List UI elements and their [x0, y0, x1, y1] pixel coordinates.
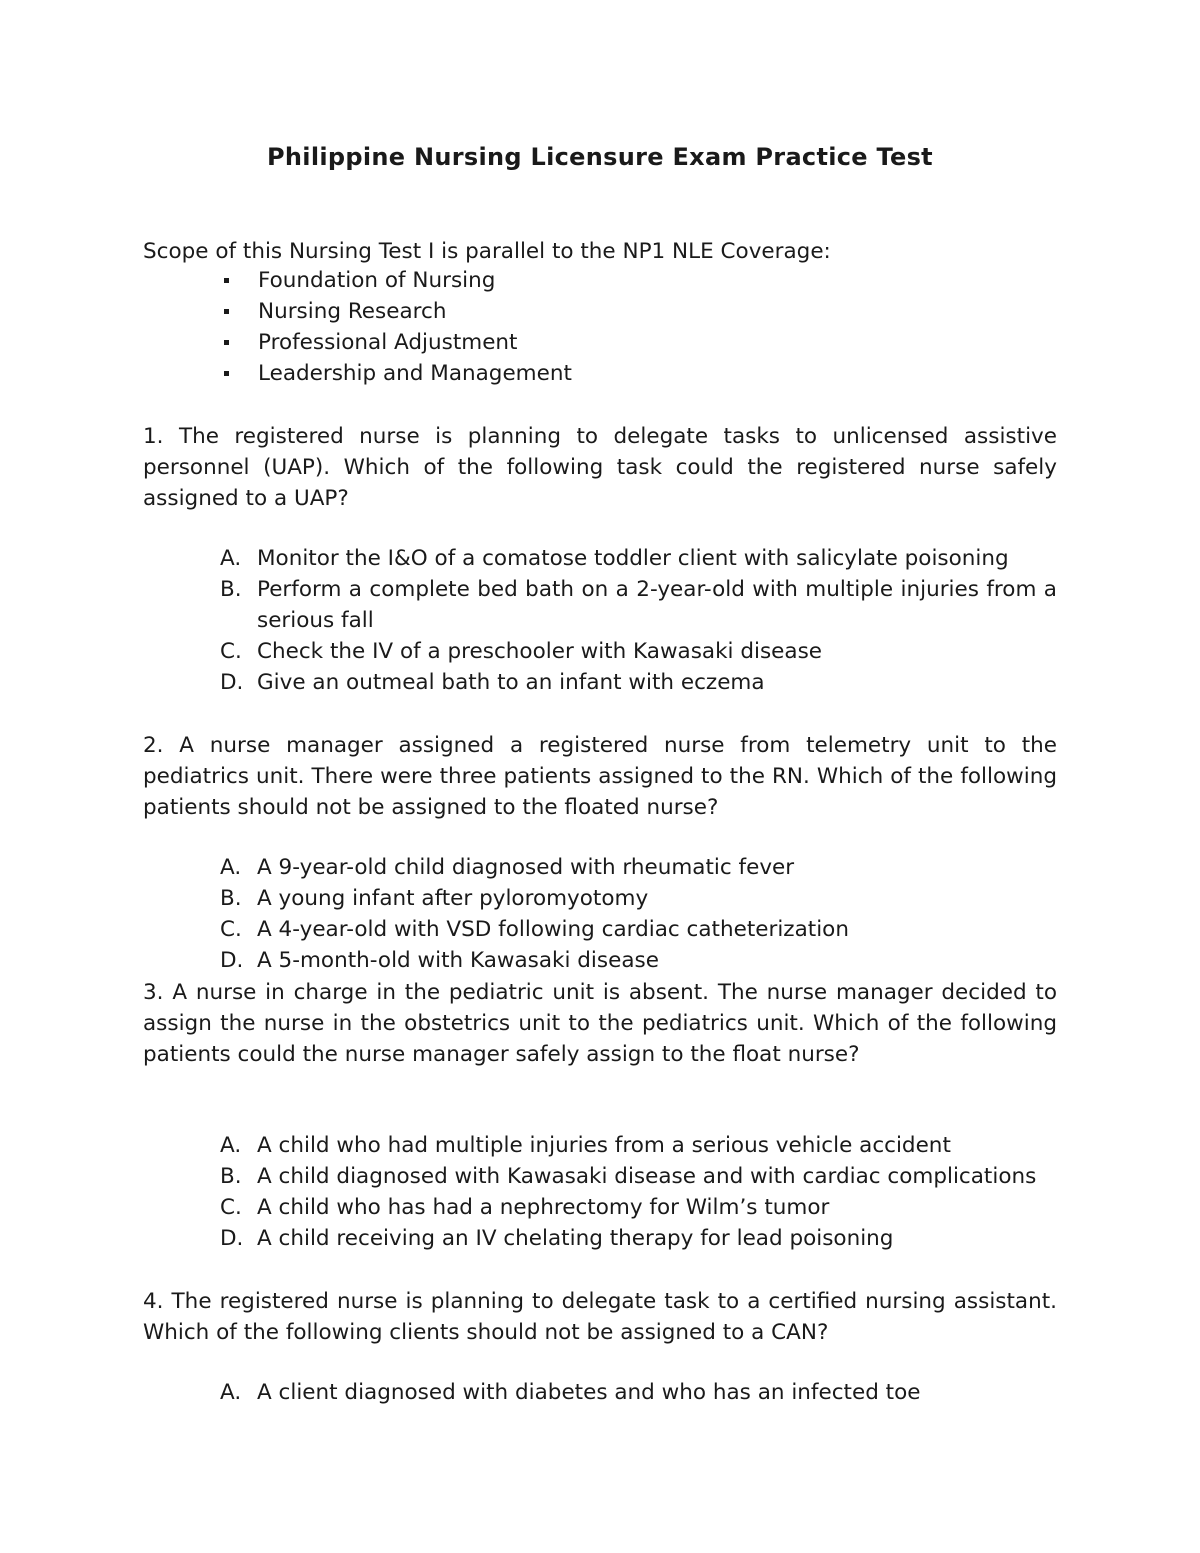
choice-letter: A.	[220, 1380, 242, 1405]
document-title: Philippine Nursing Licensure Exam Practice Test	[267, 143, 933, 171]
bullet-icon	[224, 340, 229, 345]
choice-text: A client diagnosed with diabetes and who has an infected toe	[257, 1380, 921, 1405]
choice-letter: B.	[220, 886, 242, 911]
choice-text: A child who had multiple injuries from a serious vehicle accident	[257, 1133, 951, 1158]
choice-text: A 5-month-old with Kawasaki disease	[257, 948, 659, 973]
choice-item	[220, 852, 1057, 883]
choice-item	[220, 1377, 1057, 1408]
bullet-icon	[224, 309, 229, 314]
choice-text: Perform a complete bed bath on a 2-year-old with multiple injuries from a serious fall	[257, 577, 1057, 633]
coverage-list	[222, 265, 572, 389]
coverage-item: Nursing Research	[222, 296, 572, 327]
question-3-choices	[220, 1130, 1057, 1254]
choice-item	[220, 667, 1057, 698]
choice-item	[220, 1130, 1057, 1161]
choice-text: Give an outmeal bath to an infant with eczema	[257, 670, 765, 695]
question-2: 2. A nurse manager assigned a registered nurse from telemetry unit to the pediatrics unit. There were three patients assigned to the RN. Which of the following patients should not be assigned to the floated nurse?	[143, 733, 1057, 820]
choice-letter: D.	[220, 670, 244, 695]
question-1-choices	[220, 543, 1057, 698]
choice-letter: D.	[220, 1226, 244, 1251]
question-3: 3. A nurse in charge in the pediatric unit is absent. The nurse manager decided to assign the nurse in the obstetrics unit to the pediatrics unit. Which of the following patients could the nurse manager safely assign to the float nurse?	[143, 980, 1057, 1067]
choice-item	[220, 883, 1057, 914]
choice-text: A young infant after pyloromyotomy	[257, 886, 649, 911]
choice-letter: C.	[220, 639, 242, 664]
question-4: 4. The registered nurse is planning to delegate task to a certified nursing assistant. Which of the following clients should not be assigned to a CAN?	[143, 1289, 1057, 1345]
choice-item	[220, 945, 1057, 976]
choice-item	[220, 914, 1057, 945]
choice-item	[220, 574, 1057, 636]
choice-letter: A.	[220, 546, 242, 571]
bullet-icon	[224, 371, 229, 376]
choice-letter: A.	[220, 855, 242, 880]
coverage-item: Professional Adjustment	[222, 327, 572, 358]
bullet-icon	[224, 278, 229, 283]
choice-letter: C.	[220, 1195, 242, 1220]
question-4-choices	[220, 1377, 1057, 1408]
question-2-choices	[220, 852, 1057, 976]
choice-letter: B.	[220, 1164, 242, 1189]
choice-item	[220, 1223, 1057, 1254]
choice-text: A 9-year-old child diagnosed with rheumatic fever	[257, 855, 795, 880]
choice-letter: D.	[220, 948, 244, 973]
choice-item	[220, 636, 1057, 667]
choice-text: A child receiving an IV chelating therapy for lead poisoning	[257, 1226, 894, 1251]
choice-letter: C.	[220, 917, 242, 942]
choice-text: A child who has had a nephrectomy for Wilm’s tumor	[257, 1195, 830, 1220]
choice-item	[220, 543, 1057, 574]
choice-text: Check the IV of a preschooler with Kawasaki disease	[257, 639, 823, 664]
coverage-item: Foundation of Nursing	[222, 265, 572, 296]
coverage-item: Leadership and Management	[222, 358, 572, 389]
choice-letter: B.	[220, 577, 242, 602]
choice-letter: A.	[220, 1133, 242, 1158]
choice-text: A child diagnosed with Kawasaki disease and with cardiac complications	[257, 1164, 1037, 1189]
choice-text: A 4-year-old with VSD following cardiac catheterization	[257, 917, 849, 942]
choice-item	[220, 1192, 1057, 1223]
choice-text: Monitor the I&O of a comatose toddler client with salicylate poisoning	[257, 546, 1009, 571]
scope-intro: Scope of this Nursing Test I is parallel to the NP1 NLE Coverage:	[143, 239, 831, 264]
choice-item	[220, 1161, 1057, 1192]
question-1: 1. The registered nurse is planning to delegate tasks to unlicensed assistive personnel (UAP). Which of the following task could the registered nurse safely assigned to a UAP?	[143, 424, 1057, 511]
